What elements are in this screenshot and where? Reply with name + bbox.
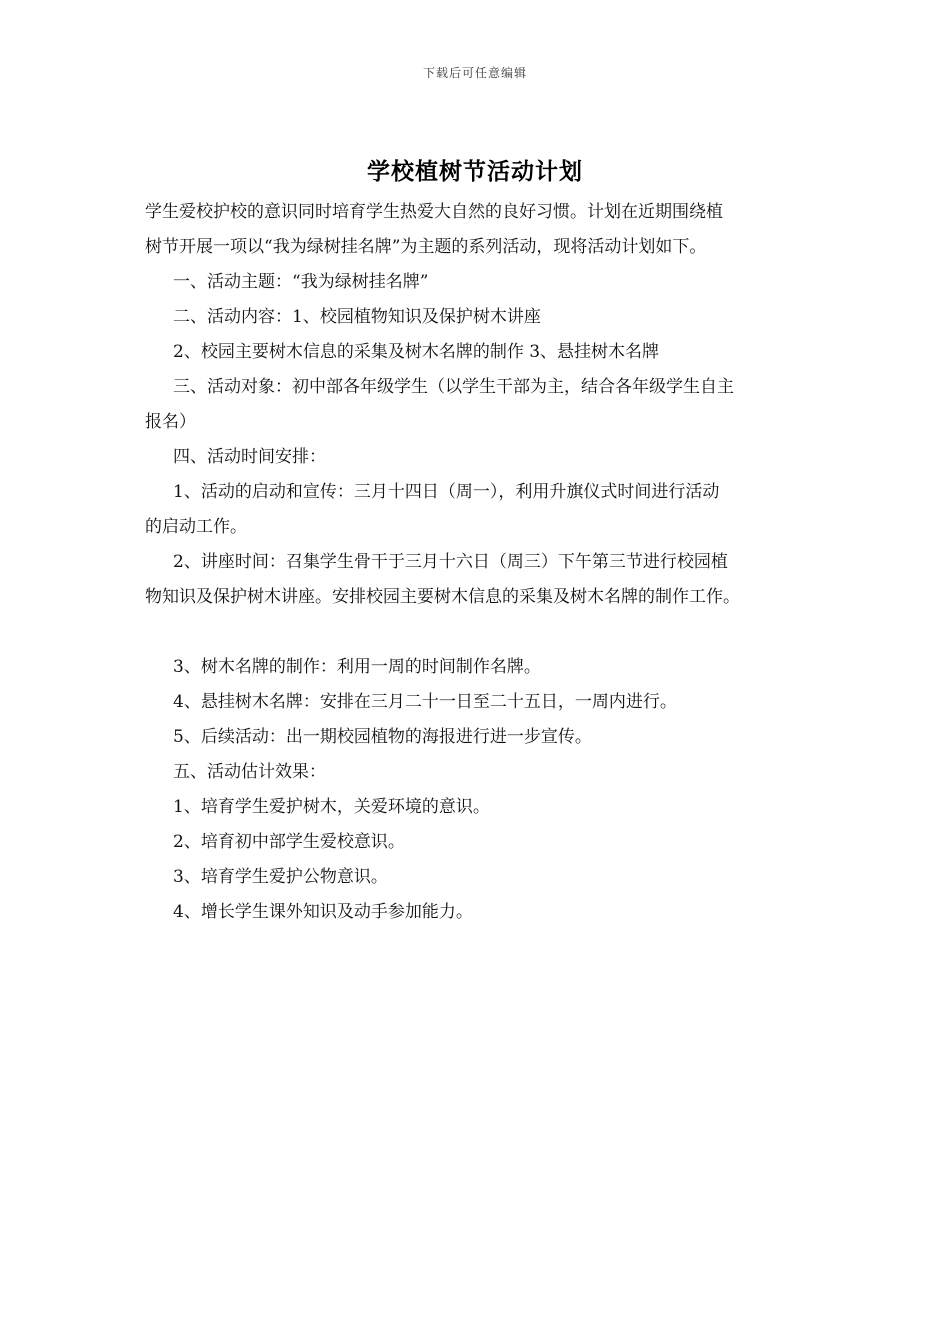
section-target-line-1: 三、活动对象：初中部各年级学生（以学生干部为主，结合各年级学生自主: [173, 377, 734, 397]
schedule-item-4: 4、悬挂树木名牌：安排在三月二十一日至二十五日，一周内进行。: [173, 692, 677, 712]
schedule-item-1-line-1: 1、活动的启动和宣传：三月十四日（周一），利用升旗仪式时间进行活动: [173, 482, 720, 502]
header-note: 下载后可任意编辑: [422, 66, 527, 80]
paragraph-intro-line-2: 树节开展一项以“我为绿树挂名牌”为主题的系列活动，现将活动计划如下。: [145, 237, 707, 257]
paragraph-gap: [145, 615, 825, 650]
schedule-item-3: 3、树木名牌的制作：利用一周的时间制作名牌。: [173, 657, 541, 677]
paragraph-intro-line-1: 学生爱校护校的意识同时培育学生热爱大自然的良好习惯。计划在近期围绕植: [145, 202, 723, 222]
schedule-item-1-line-2: 的启动工作。: [145, 517, 247, 537]
section-schedule: 四、活动时间安排：: [173, 447, 326, 467]
document-body: [145, 195, 825, 930]
effect-item-4: 4、增长学生课外知识及动手参加能力。: [173, 902, 473, 922]
section-target-line-2: 报名）: [145, 412, 196, 432]
effect-item-2: 2、培育初中部学生爱校意识。: [173, 832, 405, 852]
schedule-item-5: 5、后续活动：出一期校园植物的海报进行进一步宣传。: [173, 727, 592, 747]
document-title: 学校植树节活动计划: [367, 158, 583, 185]
section-theme: 一、活动主题：“我为绿树挂名牌”: [173, 272, 429, 292]
schedule-item-2-line-2: 物知识及保护树木讲座。安排校园主要树木信息的采集及树木名牌的制作工作。: [145, 587, 740, 607]
effect-item-1: 1、培育学生爱护树木，关爱环境的意识。: [173, 797, 490, 817]
effect-item-3: 3、培育学生爱护公物意识。: [173, 867, 388, 887]
schedule-item-2-line-1: 2、讲座时间：召集学生骨干于三月十六日（周三）下午第三节进行校园植: [173, 552, 728, 572]
section-effects: 五、活动估计效果：: [173, 762, 326, 782]
section-content: 二、活动内容：1、校园植物知识及保护树木讲座: [173, 307, 541, 327]
section-content-items: 2、校园主要树木信息的采集及树木名牌的制作 3、悬挂树木名牌: [173, 342, 660, 362]
